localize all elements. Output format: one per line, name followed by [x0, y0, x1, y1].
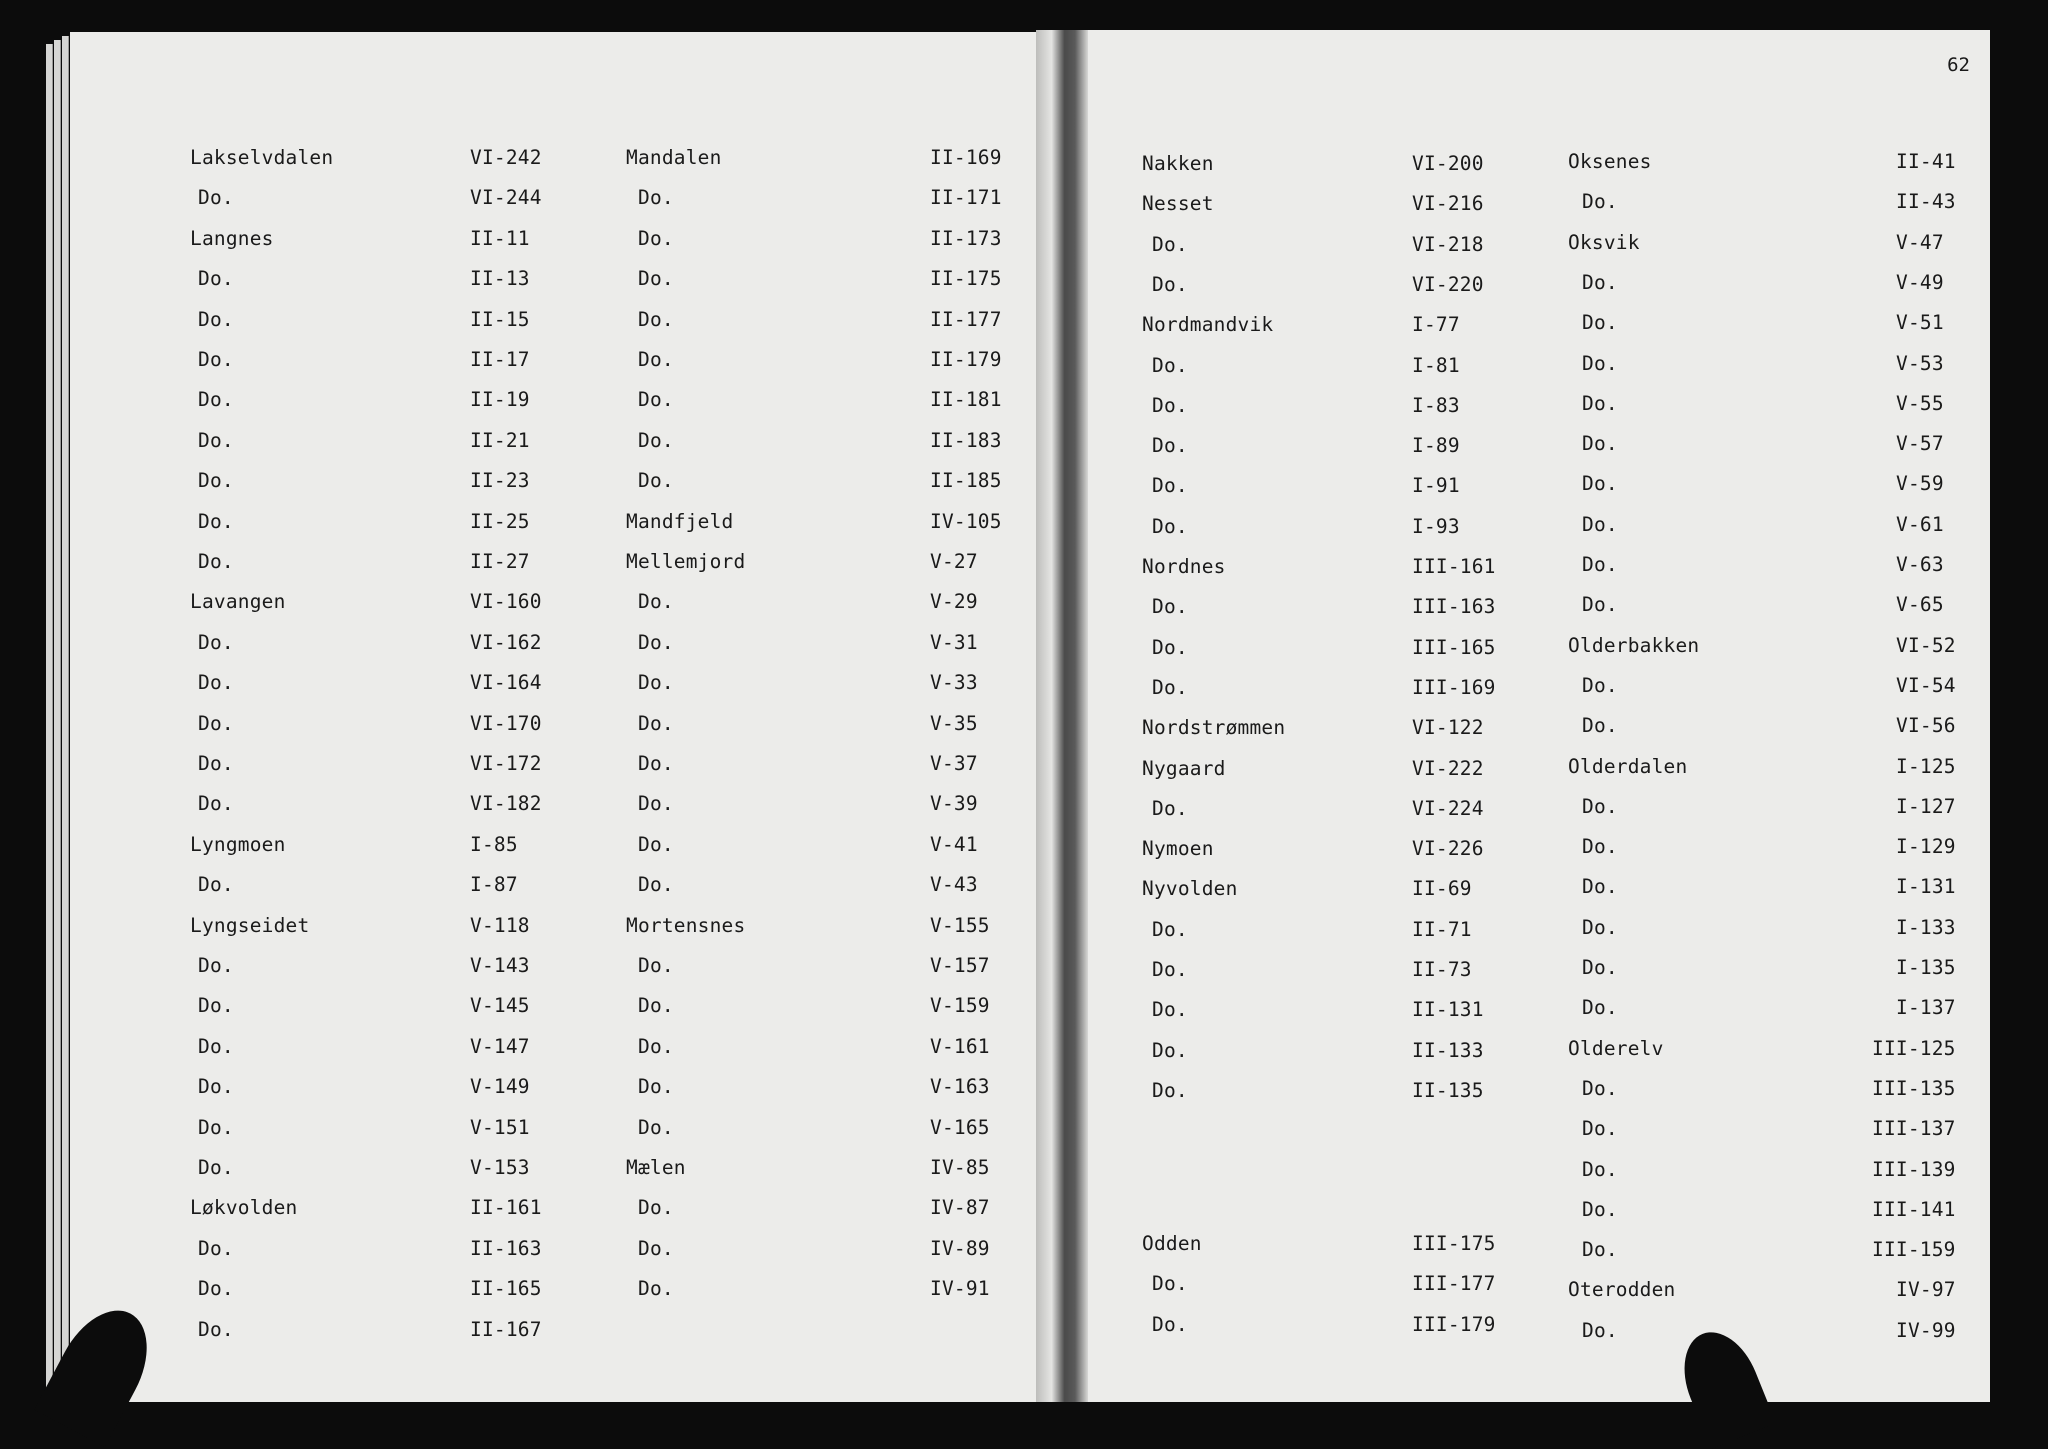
reference: I-131 — [1896, 875, 1956, 899]
reference: II-135 — [1412, 1078, 1484, 1102]
reference: VI-164 — [470, 671, 542, 695]
place-name: Do. — [1152, 595, 1188, 619]
reference: I-137 — [1896, 996, 1956, 1020]
place-name: Nymoen — [1142, 837, 1214, 861]
place-name: Do. — [1582, 190, 1618, 214]
reference: V-118 — [470, 913, 530, 937]
reference: V-151 — [470, 1115, 530, 1139]
place-name: Do. — [198, 1034, 234, 1058]
place-name: Do. — [1582, 391, 1618, 415]
place-name: Nakken — [1142, 152, 1214, 175]
reference: VI-216 — [1412, 192, 1484, 216]
reference: II-179 — [930, 348, 1002, 371]
place-name: Mellemjord — [626, 550, 746, 573]
place-name: Do. — [198, 994, 234, 1018]
reference: II-181 — [930, 388, 1002, 412]
place-name: Løkvolden — [190, 1196, 298, 1220]
reference: V-35 — [930, 711, 978, 735]
place-name: Do. — [638, 267, 674, 291]
place-name: Do. — [198, 1236, 234, 1260]
reference: III-135 — [1872, 1076, 1956, 1100]
place-name: Olderdalen — [1568, 754, 1688, 778]
reference: V-43 — [930, 873, 978, 897]
reference: VI-54 — [1896, 673, 1956, 697]
reference: I-93 — [1412, 514, 1460, 538]
place-name: Do. — [638, 711, 674, 735]
reference: VI-160 — [470, 590, 542, 614]
place-name: Do. — [1582, 1197, 1618, 1221]
place-name: Do. — [1582, 673, 1618, 697]
place-name: Do. — [1152, 635, 1188, 659]
place-name: Do. — [198, 1075, 234, 1099]
place-name: Do. — [638, 873, 674, 897]
place-name: Do. — [1152, 272, 1188, 296]
place-name: Do. — [1582, 956, 1618, 979]
place-name: Do. — [638, 186, 674, 210]
reference: I-83 — [1412, 393, 1460, 417]
reference: V-153 — [470, 1156, 530, 1179]
place-name: Do. — [638, 428, 674, 452]
reference: VI-172 — [470, 752, 542, 775]
reference: VI-170 — [470, 711, 542, 735]
place-name: Do. — [638, 1277, 674, 1301]
place-name: Do. — [198, 388, 234, 412]
reference: II-19 — [470, 388, 530, 412]
reference: V-29 — [930, 590, 978, 614]
place-name: Do. — [638, 994, 674, 1018]
place-name: Do. — [198, 428, 234, 452]
place-name: Do. — [1582, 714, 1618, 738]
place-name: Nordnes — [1142, 555, 1226, 578]
reference: V-59 — [1896, 472, 1944, 496]
place-name: Do. — [1152, 796, 1188, 820]
reference: V-143 — [470, 954, 530, 977]
place-name: Do. — [1152, 998, 1188, 1022]
reference: V-145 — [470, 994, 530, 1018]
reference: II-161 — [470, 1196, 542, 1220]
reference: V-63 — [1896, 553, 1944, 576]
place-name: Do. — [198, 348, 234, 371]
place-name: Do. — [638, 954, 674, 977]
reference: VI-242 — [470, 146, 542, 169]
place-name: Do. — [198, 954, 234, 977]
place-name: Do. — [638, 307, 674, 331]
reference: IV-87 — [930, 1196, 990, 1220]
reference: II-25 — [470, 509, 530, 533]
reference: IV-85 — [930, 1156, 990, 1179]
reference: II-133 — [1412, 1038, 1484, 1062]
place-name: Nesset — [1142, 192, 1214, 216]
place-name: Do. — [198, 1115, 234, 1139]
place-name: Nordmandvik — [1142, 313, 1274, 337]
place-name: Do. — [1152, 232, 1188, 256]
reference: I-89 — [1412, 434, 1460, 458]
place-name: Lyngseidet — [190, 913, 310, 937]
reference: VI-182 — [470, 792, 542, 816]
reference: II-173 — [930, 226, 1002, 250]
reference: III-179 — [1412, 1312, 1496, 1336]
place-name: Lakselvdalen — [190, 146, 334, 169]
place-name: Do. — [1582, 512, 1618, 536]
reference: VI-162 — [470, 630, 542, 654]
place-name: Do. — [1582, 593, 1618, 617]
reference: III-177 — [1412, 1272, 1496, 1296]
place-name: Do. — [198, 630, 234, 654]
reference: V-37 — [930, 752, 978, 775]
place-name: Do. — [198, 792, 234, 816]
reference: I-125 — [1896, 754, 1956, 778]
reference: V-157 — [930, 954, 990, 977]
place-name: Olderbakken — [1568, 633, 1700, 657]
reference: II-69 — [1412, 877, 1472, 901]
right-page — [1088, 30, 1990, 1402]
place-name: Do. — [1582, 1117, 1618, 1141]
reference: IV-91 — [930, 1277, 990, 1301]
reference: II-73 — [1412, 958, 1472, 981]
place-name: Do. — [1152, 1078, 1188, 1102]
reference: II-27 — [470, 550, 530, 573]
page-number: 62 — [1947, 54, 1970, 76]
place-name: Do. — [198, 186, 234, 210]
reference: V-33 — [930, 671, 978, 695]
reference: VI-220 — [1412, 272, 1484, 296]
place-name: Mortensnes — [626, 913, 746, 937]
place-name: Do. — [638, 1196, 674, 1220]
reference: II-17 — [470, 348, 530, 371]
reference: V-155 — [930, 913, 990, 937]
place-name: Do. — [638, 832, 674, 856]
place-name: Do. — [638, 590, 674, 614]
place-name: Mandfjeld — [626, 509, 734, 533]
place-name: Oterodden — [1568, 1278, 1676, 1302]
place-name: Do. — [638, 1075, 674, 1099]
place-name: Do. — [638, 630, 674, 654]
place-name: Do. — [1582, 996, 1618, 1020]
left-page — [70, 32, 1036, 1402]
place-name: Do. — [1152, 434, 1188, 458]
reference: V-49 — [1896, 270, 1944, 294]
reference: I-127 — [1896, 794, 1956, 818]
place-name: Do. — [638, 469, 674, 493]
reference: II-183 — [930, 428, 1002, 452]
place-name: Do. — [1152, 474, 1188, 498]
place-name: Do. — [198, 1277, 234, 1301]
reference: V-161 — [930, 1034, 990, 1058]
reference: II-177 — [930, 307, 1002, 331]
place-name: Do. — [1152, 675, 1188, 699]
place-name: Do. — [1152, 514, 1188, 538]
place-name: Nygaard — [1142, 756, 1226, 780]
reference: V-57 — [1896, 432, 1944, 456]
reference: III-125 — [1872, 1036, 1956, 1060]
place-name: Lyngmoen — [190, 832, 286, 856]
place-name: Do. — [1582, 794, 1618, 818]
place-name: Do. — [638, 1236, 674, 1260]
reference: VI-52 — [1896, 633, 1956, 657]
reference: II-41 — [1896, 150, 1956, 173]
reference: V-31 — [930, 630, 978, 654]
place-name: Lavangen — [190, 590, 286, 614]
reference: V-159 — [930, 994, 990, 1018]
place-name: Do. — [638, 1034, 674, 1058]
reference: IV-89 — [930, 1236, 990, 1260]
reference: I-129 — [1896, 835, 1956, 859]
reference: II-163 — [470, 1236, 542, 1260]
reference: IV-105 — [930, 509, 1002, 533]
reference: V-55 — [1896, 391, 1944, 415]
reference: I-81 — [1412, 353, 1460, 377]
reference: VI-226 — [1412, 837, 1484, 861]
reference: V-47 — [1896, 230, 1944, 254]
reference: II-167 — [470, 1317, 542, 1341]
reference: V-65 — [1896, 593, 1944, 617]
reference: II-11 — [470, 226, 530, 250]
place-name: Do. — [638, 752, 674, 775]
place-name: Do. — [198, 307, 234, 331]
place-name: Do. — [1152, 1038, 1188, 1062]
reference: III-141 — [1872, 1197, 1956, 1221]
place-name: Do. — [1152, 1312, 1188, 1336]
place-name: Do. — [1582, 1157, 1618, 1181]
reference: VI-224 — [1412, 796, 1484, 820]
place-name: Do. — [198, 752, 234, 775]
reference: VI-222 — [1412, 756, 1484, 780]
place-name: Do. — [638, 1115, 674, 1139]
place-name: Do. — [198, 550, 234, 573]
place-name: Oksenes — [1568, 150, 1652, 173]
reference: IV-99 — [1896, 1318, 1956, 1342]
place-name: Langnes — [190, 226, 274, 250]
reference: III-165 — [1412, 635, 1496, 659]
reference: V-27 — [930, 550, 978, 573]
reference: II-185 — [930, 469, 1002, 493]
place-name: Do. — [638, 671, 674, 695]
place-name: Do. — [1152, 353, 1188, 377]
place-name: Nyvolden — [1142, 877, 1238, 901]
book-spine — [1036, 30, 1088, 1402]
reference: III-159 — [1872, 1238, 1956, 1262]
reference: II-21 — [470, 428, 530, 452]
place-name: Oksvik — [1568, 230, 1640, 254]
reference: V-51 — [1896, 311, 1944, 335]
place-name: Do. — [1582, 915, 1618, 939]
reference: VI-56 — [1896, 714, 1956, 738]
place-name: Do. — [198, 711, 234, 735]
reference: VI-218 — [1412, 232, 1484, 256]
place-name: Do. — [198, 1156, 234, 1179]
place-name: Nordstrømmen — [1142, 716, 1286, 740]
reference: II-15 — [470, 307, 530, 331]
reference: II-165 — [470, 1277, 542, 1301]
place-name: Do. — [198, 671, 234, 695]
reference: II-13 — [470, 267, 530, 291]
place-name: Do. — [638, 348, 674, 371]
reference: I-133 — [1896, 915, 1956, 939]
reference: I-85 — [470, 832, 518, 856]
place-name: Mandalen — [626, 146, 722, 169]
place-name: Do. — [638, 792, 674, 816]
reference: VI-244 — [470, 186, 542, 210]
reference: VI-200 — [1412, 152, 1484, 175]
reference: II-71 — [1412, 917, 1472, 941]
reference: IV-97 — [1896, 1278, 1956, 1302]
place-name: Do. — [1582, 351, 1618, 375]
reference: V-163 — [930, 1075, 990, 1099]
place-name: Do. — [1582, 311, 1618, 335]
reference: I-87 — [470, 873, 518, 897]
reference: V-147 — [470, 1034, 530, 1058]
place-name: Do. — [198, 469, 234, 493]
reference: VI-122 — [1412, 716, 1484, 740]
place-name: Do. — [1152, 393, 1188, 417]
reference: V-39 — [930, 792, 978, 816]
place-name: Do. — [1582, 553, 1618, 576]
place-name: Do. — [638, 388, 674, 412]
place-name: Do. — [1582, 1238, 1618, 1262]
reference: I-135 — [1896, 956, 1956, 979]
reference: II-171 — [930, 186, 1002, 210]
reference: III-175 — [1412, 1232, 1496, 1256]
reference: III-139 — [1872, 1157, 1956, 1181]
reference: V-149 — [470, 1075, 530, 1099]
place-name: Do. — [1582, 472, 1618, 496]
place-name: Do. — [198, 873, 234, 897]
place-name: Do. — [1152, 958, 1188, 981]
reference: III-163 — [1412, 595, 1496, 619]
place-name: Do. — [198, 1317, 234, 1341]
place-name: Mælen — [626, 1156, 686, 1179]
reference: V-53 — [1896, 351, 1944, 375]
reference: III-161 — [1412, 555, 1496, 578]
place-name: Do. — [1152, 1272, 1188, 1296]
place-name: Do. — [1582, 835, 1618, 859]
place-name: Do. — [1582, 432, 1618, 456]
reference: II-175 — [930, 267, 1002, 291]
place-name: Do. — [1582, 875, 1618, 899]
place-name: Do. — [1582, 270, 1618, 294]
place-name: Do. — [1582, 1076, 1618, 1100]
reference: II-131 — [1412, 998, 1484, 1022]
place-name: Olderelv — [1568, 1036, 1664, 1060]
reference: V-61 — [1896, 512, 1944, 536]
reference: II-23 — [470, 469, 530, 493]
reference: II-43 — [1896, 190, 1956, 214]
place-name: Do. — [198, 267, 234, 291]
place-name: Do. — [1582, 1318, 1618, 1342]
place-name: Do. — [1152, 917, 1188, 941]
reference: I-91 — [1412, 474, 1460, 498]
reference: I-77 — [1412, 313, 1460, 337]
reference: III-137 — [1872, 1117, 1956, 1141]
reference: II-169 — [930, 146, 1002, 169]
reference: III-169 — [1412, 675, 1496, 699]
reference: V-41 — [930, 832, 978, 856]
reference: V-165 — [930, 1115, 990, 1139]
place-name: Do. — [198, 509, 234, 533]
place-name: Do. — [638, 226, 674, 250]
place-name: Odden — [1142, 1232, 1202, 1256]
